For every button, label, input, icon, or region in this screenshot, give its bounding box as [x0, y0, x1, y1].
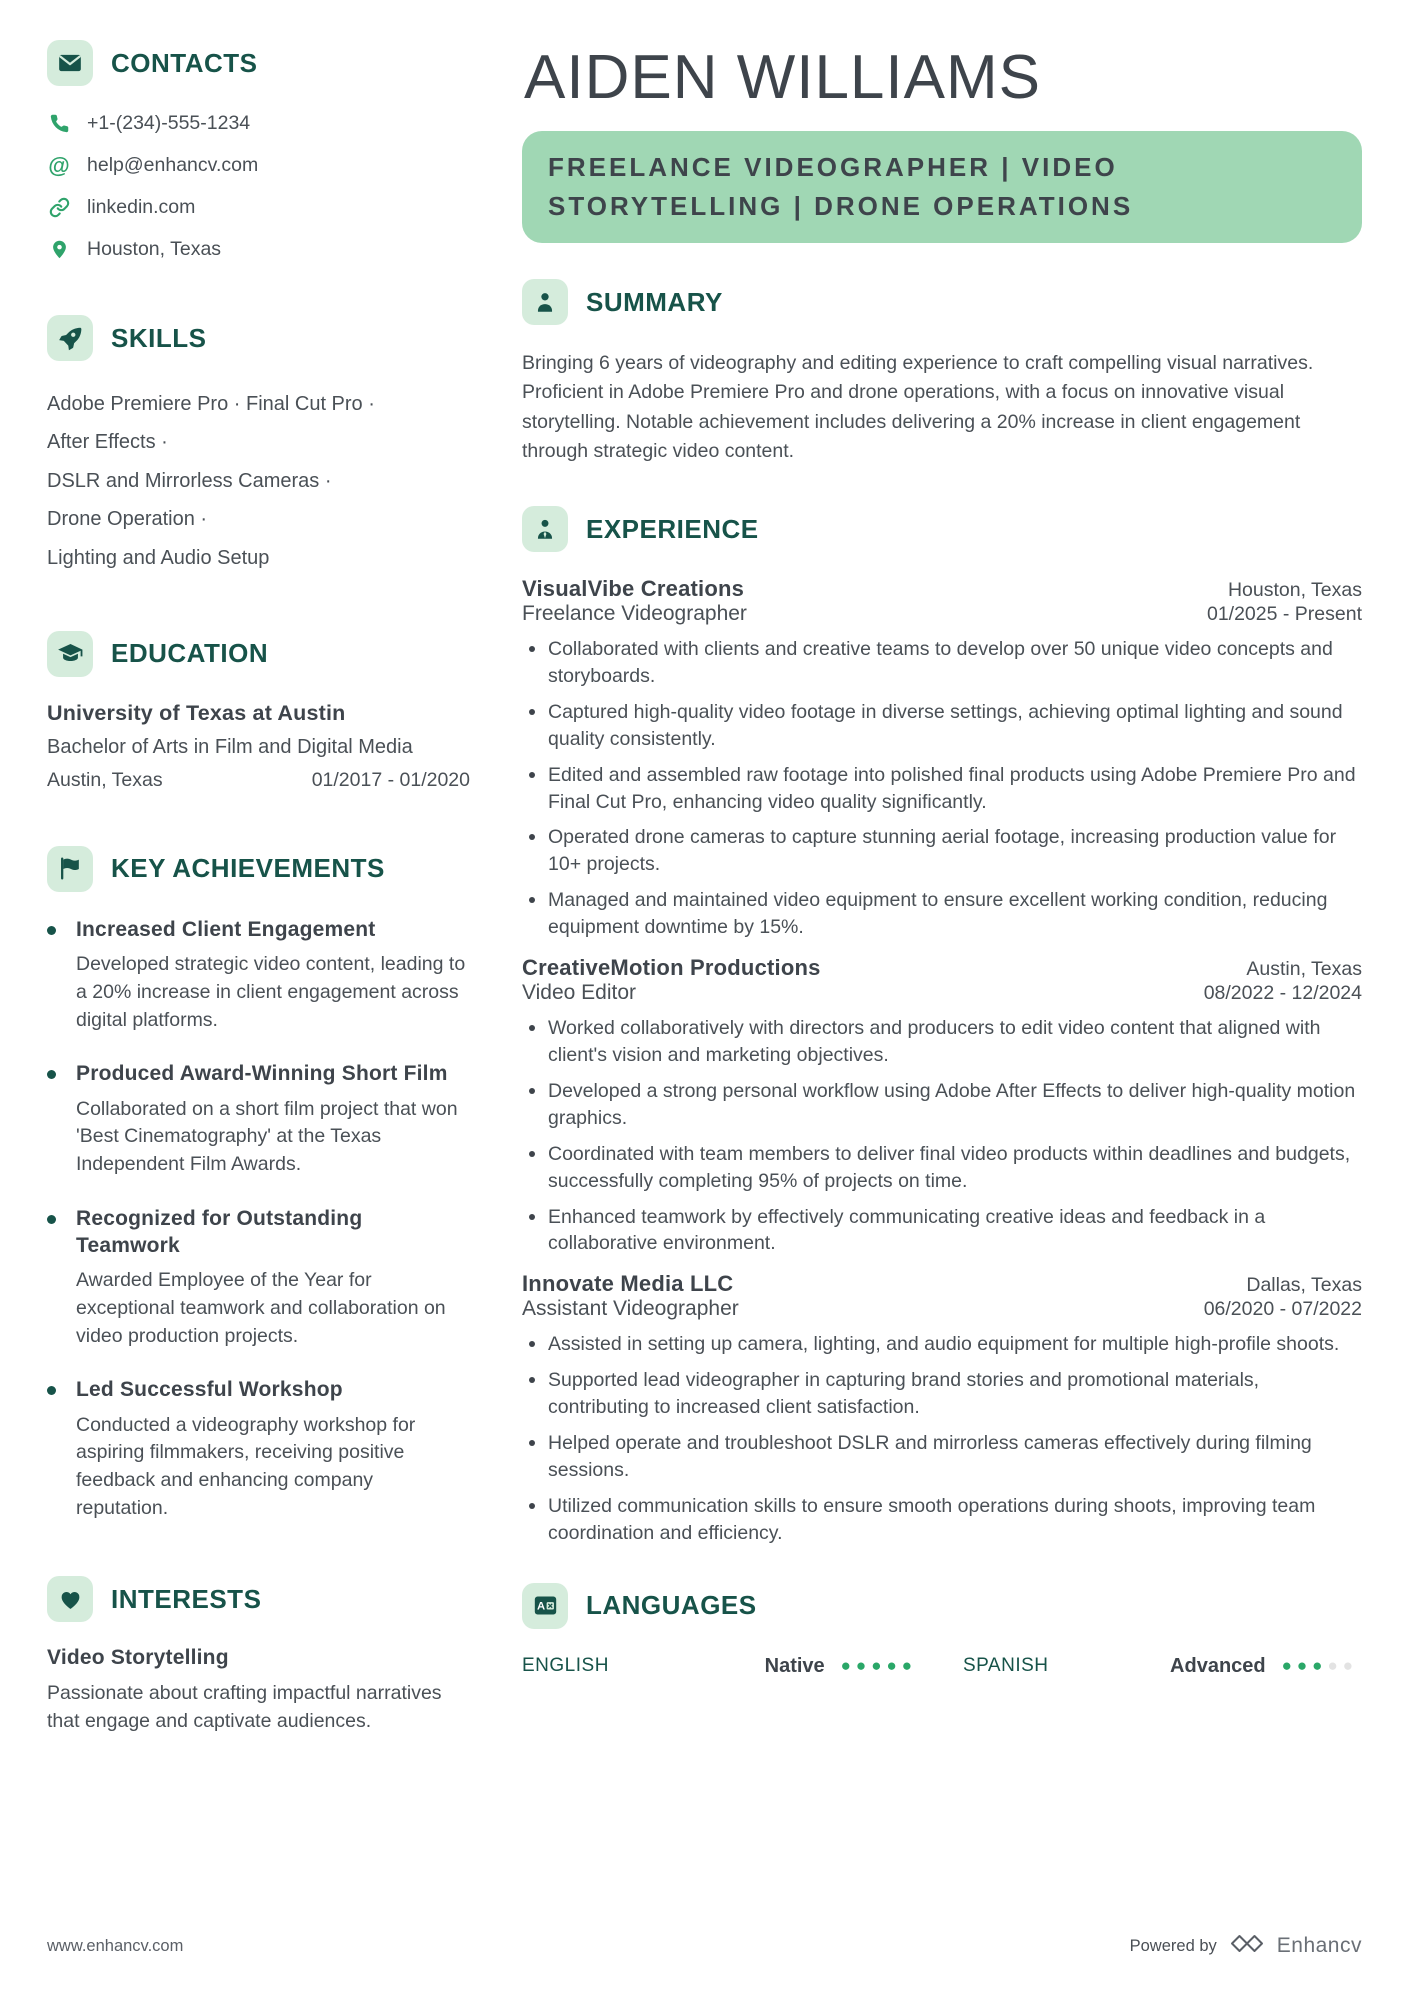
svg-text:A: A — [536, 1600, 545, 1613]
phone-icon — [47, 113, 71, 134]
experience-job — [522, 955, 1362, 1257]
language-entry — [963, 1655, 1362, 1678]
powered-by-label: Powered by — [1129, 1936, 1217, 1955]
graduation-cap-icon — [47, 631, 93, 677]
job-role: Assistant Videographer — [522, 1297, 739, 1321]
skills-title: SKILLS — [111, 322, 207, 353]
email-address: help@enhancv.com — [87, 154, 259, 176]
language-level: Native — [764, 1654, 825, 1677]
achievements-section — [47, 846, 470, 1522]
interest-desc: Passionate about crafting impactful narratives that engage and captivate audiences. — [47, 1682, 442, 1733]
achievement-desc: Collaborated on a short film project that won 'Best Cinematography' at the Texas Independent Film Awards. — [76, 1097, 458, 1175]
job-bullet: Supported lead videographer in capturing brand stories and promotional materials, contributing to increased client satisfaction. — [522, 1367, 1362, 1421]
footer-website-link[interactable]: www.enhancv.com — [47, 1936, 184, 1955]
skill-line: DSLR and Mirrorless Cameras · — [47, 469, 332, 492]
bullet-dot-icon — [47, 1386, 56, 1395]
job-dates: 06/2020 - 07/2022 — [1203, 1298, 1362, 1321]
bullet-dot-icon — [47, 1070, 56, 1079]
job-location: Houston, Texas — [1227, 579, 1362, 601]
contact-email[interactable] — [47, 154, 470, 177]
achievement-title: Increased Client Engagement — [76, 917, 376, 941]
job-bullet: Collaborated with clients and creative teams to develop over 50 unique video concepts and storyboards. — [522, 636, 1362, 690]
achievement-title: Led Successful Workshop — [76, 1378, 343, 1402]
interests-title: INTERESTS — [111, 1583, 262, 1614]
education-meta — [47, 769, 470, 792]
achievements-header — [47, 846, 470, 892]
languages-section — [522, 1583, 1362, 1678]
person-tie-icon — [522, 506, 568, 552]
summary-text: Bringing 6 years of videography and editing experience to craft compelling visual narratives. Proficient in Adobe Premiere Pro and drone operations, with a focus on innovative visual storytelling. Notable achievement includes delivering a 20% increase in client engagement through strategic video content. — [522, 352, 1314, 462]
job-company: VisualVibe Creations — [522, 576, 745, 601]
job-role: Video Editor — [522, 981, 637, 1005]
heart-icon — [47, 1576, 93, 1622]
candidate-name: AIDEN WILLIAMS — [524, 43, 1041, 112]
job-dates: 08/2022 - 12/2024 — [1203, 982, 1362, 1005]
education-degree: Bachelor of Arts in Film and Digital Media — [47, 735, 413, 758]
job-bullet: Developed a strong personal workflow using Adobe After Effects to deliver high-quality motion graphics. — [522, 1078, 1362, 1132]
education-school: University of Texas at Austin — [47, 700, 346, 725]
job-title-banner: FREELANCE VIDEOGRAPHER | VIDEO STORYTELLING | DRONE OPERATIONS — [522, 131, 1362, 243]
skills-header — [47, 315, 470, 361]
job-bullet-list — [522, 1331, 1362, 1546]
proficiency-dots: ●●●●● — [1281, 1656, 1358, 1676]
experience-title: EXPERIENCE — [586, 513, 759, 544]
experience-header — [522, 506, 1362, 552]
powered-by — [1130, 1931, 1362, 1961]
education-header — [47, 631, 470, 677]
envelope-icon — [47, 40, 93, 86]
proficiency-dots: ●●●●● — [840, 1656, 917, 1676]
job-bullet: Worked collaboratively with directors and producers to edit video content that aligned with client's vision and marketing objectives. — [522, 1015, 1362, 1069]
interests-header — [47, 1576, 470, 1622]
summary-header — [522, 279, 1362, 325]
skill-line: Lighting and Audio Setup — [47, 546, 270, 569]
contact-linkedin[interactable] — [47, 196, 470, 219]
contact-location — [47, 238, 470, 261]
education-location: Austin, Texas — [47, 768, 163, 791]
skills-list — [47, 385, 470, 577]
contact-list — [47, 112, 470, 261]
job-location: Austin, Texas — [1246, 958, 1362, 981]
rocket-icon — [47, 315, 93, 361]
job-bullet: Edited and assembled raw footage into polished final products using Adobe Premiere Pro and Final Cut Pro, enhancing video quality significantly. — [522, 762, 1362, 816]
experience-job — [522, 1271, 1362, 1546]
brand-name: Enhancv — [1276, 1934, 1362, 1957]
contact-phone — [47, 112, 470, 135]
languages-row — [522, 1655, 1362, 1678]
language-entry — [522, 1655, 963, 1678]
location-pin-icon — [47, 239, 71, 260]
bullet-dot-icon — [47, 926, 56, 935]
page-footer — [47, 1931, 1362, 1961]
flag-icon — [47, 846, 93, 892]
bullet-dot-icon — [47, 1215, 56, 1224]
job-bullet-list — [522, 1015, 1362, 1257]
linkedin-url: linkedin.com — [87, 196, 196, 218]
skill-line: After Effects · — [47, 431, 168, 454]
achievement-item — [47, 916, 470, 1034]
education-title: EDUCATION — [111, 638, 269, 669]
language-name: SPANISH — [963, 1655, 1049, 1677]
achievement-item — [47, 1205, 470, 1351]
at-icon: @ — [48, 152, 70, 178]
achievement-title: Produced Award-Winning Short Film — [76, 1062, 448, 1086]
education-section — [47, 631, 470, 792]
job-role: Freelance Videographer — [522, 602, 747, 625]
job-bullet: Enhanced teamwork by effectively communicating creative ideas and feedback in a collaborative environment. — [522, 1204, 1362, 1258]
job-bullet: Assisted in setting up camera, lighting, and audio equipment for multiple high-profile shoots. — [522, 1331, 1362, 1358]
achievement-desc: Developed strategic video content, leading to a 20% increase in client engagement across digital platforms. — [76, 953, 466, 1031]
contacts-header — [47, 40, 470, 86]
education-dates: 01/2017 - 01/2020 — [311, 768, 470, 791]
job-bullet: Coordinated with team members to deliver final video products within deadlines and budgets, successfully completing 95% of projects on time. — [522, 1141, 1362, 1195]
contacts-section — [47, 40, 470, 261]
link-icon — [47, 197, 71, 218]
job-bullet-list — [522, 636, 1362, 941]
skills-section — [47, 315, 470, 577]
person-icon — [522, 279, 568, 325]
translate-icon — [522, 1583, 568, 1629]
languages-header — [522, 1583, 1362, 1629]
job-bullet: Operated drone cameras to capture stunning aerial footage, increasing production value for 10+ projects. — [522, 824, 1362, 878]
contacts-title: CONTACTS — [111, 47, 258, 78]
main-column — [522, 40, 1362, 1790]
achievements-title: KEY ACHIEVEMENTS — [111, 853, 385, 884]
job-bullet: Helped operate and troubleshoot DSLR and mirrorless cameras effectively during filming sessions. — [522, 1430, 1362, 1484]
achievement-title: Recognized for Outstanding Teamwork — [76, 1206, 363, 1257]
achievement-desc: Conducted a videography workshop for aspiring filmmakers, receiving positive feedback and enhancing company reputation. — [76, 1413, 416, 1519]
phone-number: +1-(234)-555-1234 — [87, 112, 251, 134]
job-company: CreativeMotion Productions — [522, 955, 821, 981]
achievement-desc: Awarded Employee of the Year for exceptional teamwork and collaboration on video production projects. — [76, 1269, 446, 1347]
skill-line: Drone Operation · — [47, 508, 208, 531]
languages-title: LANGUAGES — [586, 1590, 757, 1621]
job-bullet: Captured high-quality video footage in diverse settings, achieving optimal lighting and sound quality consistently. — [522, 699, 1362, 753]
skill-line: Adobe Premiere Pro · Final Cut Pro · — [47, 393, 375, 415]
location-text: Houston, Texas — [87, 238, 222, 260]
interest-name: Video Storytelling — [47, 1646, 229, 1670]
job-bullet: Managed and maintained video equipment to ensure excellent working condition, reducing equipment downtime by 15%. — [522, 887, 1362, 941]
job-dates: 01/2025 - Present — [1206, 603, 1362, 625]
job-bullet: Utilized communication skills to ensure smooth operations during shoots, improving team coordination and efficiency. — [522, 1493, 1362, 1547]
language-level: Advanced — [1170, 1654, 1266, 1677]
sidebar — [47, 40, 470, 1790]
summary-title: SUMMARY — [586, 286, 723, 317]
achievement-item — [47, 1060, 470, 1178]
achievement-item — [47, 1376, 470, 1522]
interests-section — [47, 1576, 470, 1735]
enhancv-logo-icon — [1229, 1931, 1265, 1961]
language-name: ENGLISH — [522, 1655, 609, 1677]
job-location: Dallas, Texas — [1246, 1274, 1362, 1297]
experience-job — [522, 576, 1362, 941]
job-company: Innovate Media LLC — [522, 1271, 734, 1297]
